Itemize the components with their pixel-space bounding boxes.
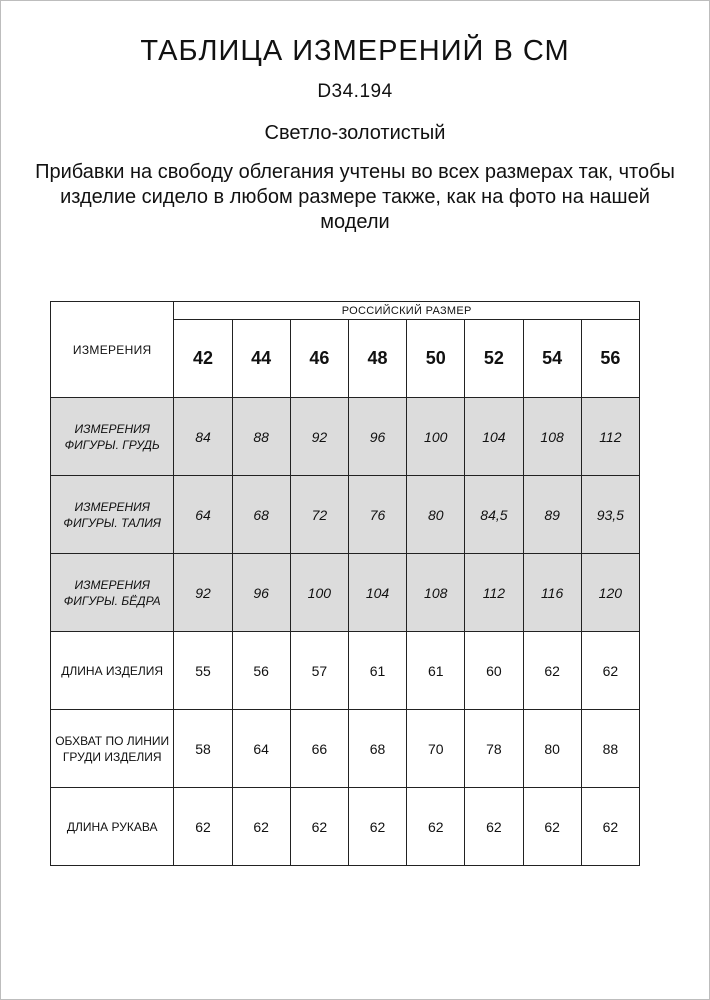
table-cell: 66	[290, 710, 348, 788]
table-cell: 57	[290, 632, 348, 710]
row-label: ИЗМЕРЕНИЯ ФИГУРЫ. ТАЛИЯ	[51, 476, 174, 554]
table-cell: 61	[348, 632, 406, 710]
table-cell: 104	[348, 554, 406, 632]
size-header: 46	[290, 320, 348, 398]
table-cell: 70	[407, 710, 465, 788]
table-cell: 96	[232, 554, 290, 632]
table-cell: 62	[174, 788, 232, 866]
table-header-group-row	[51, 302, 640, 320]
product-code: D34.194	[317, 81, 393, 102]
row-label: ОБХВАТ ПО ЛИНИИ ГРУДИ ИЗДЕЛИЯ	[51, 710, 174, 788]
table-cell: 88	[581, 710, 639, 788]
table-cell: 84	[174, 398, 232, 476]
table-cell: 108	[407, 554, 465, 632]
table-cell: 64	[174, 476, 232, 554]
table-cell: 112	[465, 554, 523, 632]
row-label: ИЗМЕРЕНИЯ ФИГУРЫ. ГРУДЬ	[51, 398, 174, 476]
table-cell: 60	[465, 632, 523, 710]
table-row	[51, 788, 640, 866]
table-cell: 68	[348, 710, 406, 788]
table-cell: 96	[348, 398, 406, 476]
table-cell: 100	[407, 398, 465, 476]
table-row	[51, 710, 640, 788]
size-header: 54	[523, 320, 581, 398]
table-cell: 116	[523, 554, 581, 632]
table-cell: 93,5	[581, 476, 639, 554]
table-row	[51, 398, 640, 476]
size-header: 44	[232, 320, 290, 398]
table-cell: 64	[232, 710, 290, 788]
table-cell: 84,5	[465, 476, 523, 554]
corner-label: ИЗМЕРЕНИЯ	[51, 302, 174, 398]
fit-note: Прибавки на свободу облегания учтены во всех размерах так, чтобы изделие сидело в любом размере также, как на фото на нашей модели	[35, 161, 675, 233]
table-cell: 92	[174, 554, 232, 632]
product-color: Светло-золотистый	[264, 122, 446, 144]
table-cell: 62	[465, 788, 523, 866]
table-cell: 62	[581, 632, 639, 710]
table-cell: 78	[465, 710, 523, 788]
table-row	[51, 554, 640, 632]
table-cell: 62	[581, 788, 639, 866]
table-cell: 62	[523, 788, 581, 866]
size-header: 48	[348, 320, 406, 398]
table-cell: 55	[174, 632, 232, 710]
page-title: ТАБЛИЦА ИЗМЕРЕНИЙ В СМ	[140, 35, 570, 67]
table-cell: 108	[523, 398, 581, 476]
size-header: 50	[407, 320, 465, 398]
table-cell: 80	[407, 476, 465, 554]
table-cell: 62	[348, 788, 406, 866]
table-cell: 68	[232, 476, 290, 554]
table-row	[51, 632, 640, 710]
row-label: ДЛИНА ИЗДЕЛИЯ	[51, 632, 174, 710]
size-table	[50, 301, 640, 866]
table-cell: 62	[407, 788, 465, 866]
table-cell: 58	[174, 710, 232, 788]
size-group-label: РОССИЙСКИЙ РАЗМЕР	[174, 302, 640, 320]
row-label: ИЗМЕРЕНИЯ ФИГУРЫ. БЁДРА	[51, 554, 174, 632]
table-cell: 62	[290, 788, 348, 866]
table-cell: 56	[232, 632, 290, 710]
table-cell: 80	[523, 710, 581, 788]
table-cell: 89	[523, 476, 581, 554]
size-header: 42	[174, 320, 232, 398]
row-label: ДЛИНА РУКАВА	[51, 788, 174, 866]
table-cell: 100	[290, 554, 348, 632]
table-cell: 72	[290, 476, 348, 554]
table-cell: 88	[232, 398, 290, 476]
table-cell: 62	[232, 788, 290, 866]
table-cell: 112	[581, 398, 639, 476]
table-cell: 61	[407, 632, 465, 710]
size-header: 56	[581, 320, 639, 398]
table-cell: 120	[581, 554, 639, 632]
table-row	[51, 476, 640, 554]
table-cell: 76	[348, 476, 406, 554]
table-cell: 62	[523, 632, 581, 710]
table-cell: 104	[465, 398, 523, 476]
size-header: 52	[465, 320, 523, 398]
table-cell: 92	[290, 398, 348, 476]
